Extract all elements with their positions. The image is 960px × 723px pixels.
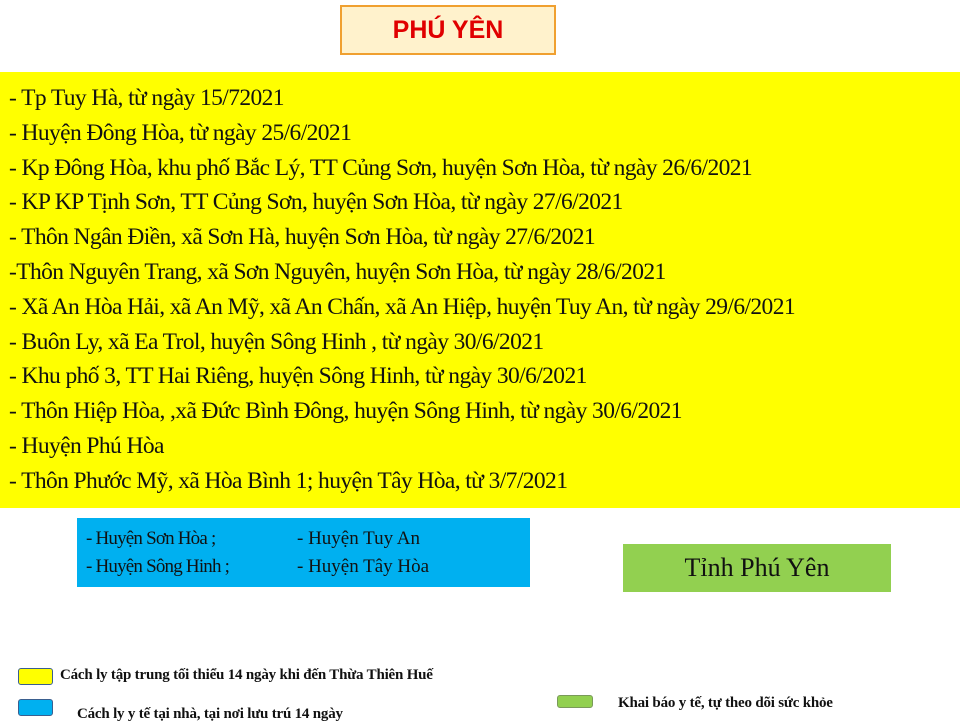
legend-swatch-yellow xyxy=(18,668,53,685)
list-item: - Thôn Phước Mỹ, xã Hòa Bình 1; huyện Tây Hòa, từ 3/7/2021 xyxy=(9,467,568,494)
legend-swatch-blue xyxy=(18,699,53,716)
list-item: - Khu phố 3, TT Hai Riêng, huyện Sông Hinh, từ ngày 30/6/2021 xyxy=(9,363,587,390)
list-item: - Kp Đông Hòa, khu phố Bắc Lý, TT Củng Sơn, huyện Sơn Hòa, từ ngày 26/6/2021 xyxy=(9,154,753,181)
home-isolation-row xyxy=(86,525,530,553)
list-item: - Tp Tuy Hà, từ ngày 15/72021 xyxy=(9,85,284,111)
home-isolation-row xyxy=(86,553,530,581)
home-isolation-box xyxy=(77,518,530,587)
province-label: Tỉnh Phú Yên xyxy=(623,544,891,592)
legend-label-yellow: Cách ly tập trung tối thiểu 14 ngày khi đến Thừa Thiên Huế xyxy=(60,667,433,683)
home-isolation-item: - Huyện Tây Hòa xyxy=(297,556,430,577)
home-isolation-item: - Huyện Sông Hinh ; xyxy=(86,556,230,577)
list-item: - Xã An Hòa Hải, xã An Mỹ, xã An Chấn, xã An Hiệp, huyện Tuy An, từ ngày 29/6/2021 xyxy=(9,293,795,320)
list-item: - Huyện Đông Hòa, từ ngày 25/6/2021 xyxy=(9,119,352,146)
legend-label-green: Khai báo y tế, tự theo dõi sức khỏe xyxy=(618,695,833,711)
list-item: - Thôn Ngân Điền, xã Sơn Hà, huyện Sơn Hòa, từ ngày 27/6/2021 xyxy=(9,224,596,251)
concentrated-isolation-list xyxy=(9,81,795,499)
home-isolation-item: - Huyện Sơn Hòa ; xyxy=(86,528,216,549)
list-item: - Huyện Phú Hòa xyxy=(9,432,164,459)
list-item: - KP KP Tịnh Sơn, TT Củng Sơn, huyện Sơn Hòa, từ ngày 27/6/2021 xyxy=(9,189,623,216)
page-title: PHÚ YÊN xyxy=(340,5,556,55)
home-isolation-item: - Huyện Tuy An xyxy=(297,528,420,549)
legend-label-blue: Cách ly y tế tại nhà, tại nơi lưu trú 14 ngày xyxy=(77,706,343,722)
legend-swatch-green xyxy=(557,695,593,708)
list-item: - Thôn Hiệp Hòa, ,xã Đức Bình Đông, huyện Sông Hinh, từ ngày 30/6/2021 xyxy=(9,398,682,425)
list-item: -Thôn Nguyên Trang, xã Sơn Nguyên, huyện Sơn Hòa, từ ngày 28/6/2021 xyxy=(9,258,666,285)
list-item: - Buôn Ly, xã Ea Trol, huyện Sông Hinh , từ ngày 30/6/2021 xyxy=(9,328,544,355)
